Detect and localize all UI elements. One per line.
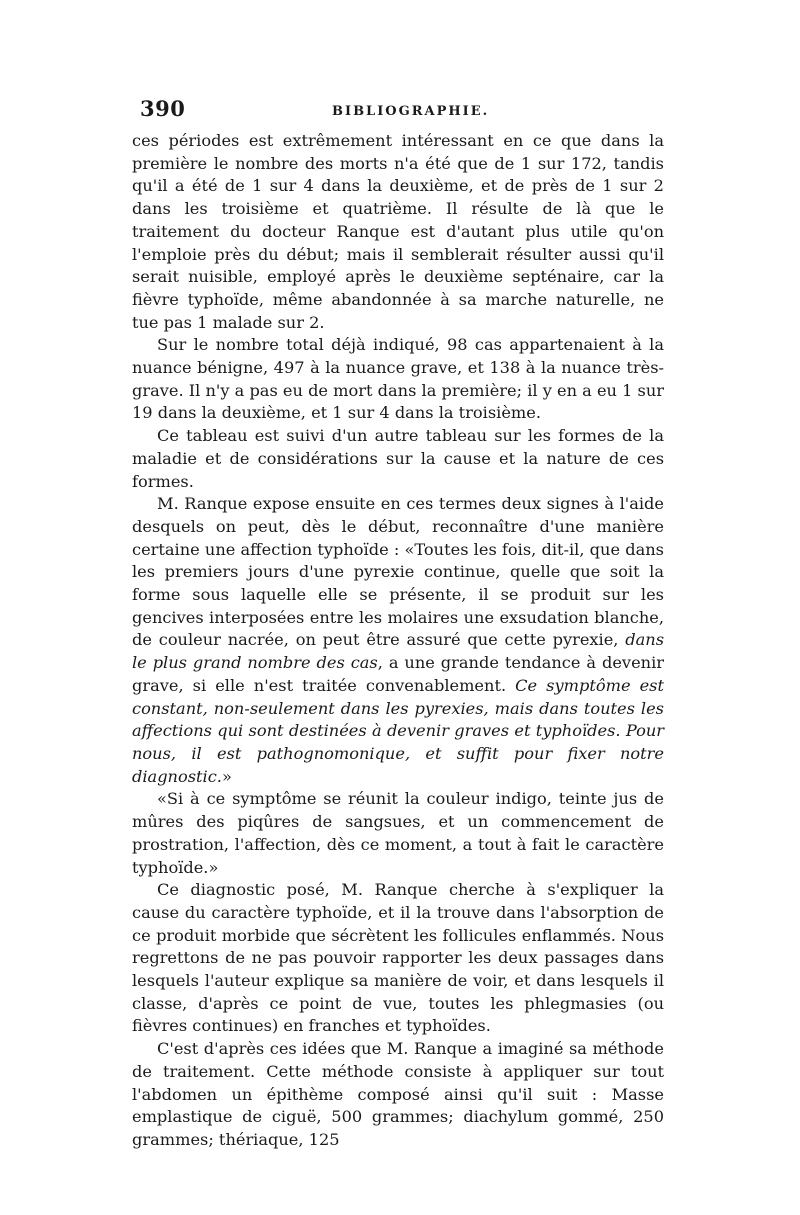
italic-text-run: Ce symptôme est constant, non-seulement dans les pyrexies, mais dans toutes les affections qui sont destinées à devenir graves et typhoïdes. Pour nous, il est pathognomonique, et suffit pour fixer notre diagnostic. <box>132 675 664 786</box>
text-run: «Si à ce symptôme se réunit la couleur indigo, teinte jus de mûres des piqûres de sangsues, et un commencement de prostration, l'affection, dès ce moment, a tout à fait le caractère typhoïde.» <box>132 789 664 877</box>
text-run: C'est d'après ces idées que M. Ranque a imaginé sa méthode de traitement. Cette méthode consiste à appliquer sur tout l'abdomen un épithème composé ainsi qu'il suit : Masse emplastique de ciguë, 500 grammes; diachylum gommé, 250 grammes; thériaque, 125 <box>132 1039 664 1149</box>
book-page <box>132 90 664 1152</box>
paragraph-3 <box>132 425 664 493</box>
text-run: » <box>221 766 232 786</box>
page-header <box>132 90 664 130</box>
text-run: Ce tableau est suivi d'un autre tableau sur les formes de la maladie et de considérations sur la cause et la nature de ces formes. <box>132 426 664 491</box>
paragraph-1 <box>132 130 664 334</box>
paragraph-7 <box>132 1038 664 1152</box>
text-run: , a une grande tendance à devenir grave, si elle n'est traitée convenablement. <box>132 653 664 695</box>
running-title: BIBLIOGRAPHIE. <box>332 104 490 119</box>
text-run: M. Ranque expose ensuite en ces termes deux signes à l'aide desquels on peut, dès le début, reconnaître d'une manière certaine une affection typhoïde : «Toutes les fois, dit-il, que dans les premiers jours d'une pyrexie continue, quelle que soit la forme sous laquelle elle se présente, il se produit sur les gencives interposées entre les molaires une exsudation blanche, de couleur nacrée, on peut être assuré que cette pyrexie, <box>132 494 664 650</box>
paragraph-4 <box>132 493 664 788</box>
body-text <box>132 130 664 1152</box>
paragraph-5 <box>132 788 664 879</box>
paragraph-2 <box>132 334 664 425</box>
italic-text-run: dans le plus grand nombre des cas <box>132 630 664 673</box>
page-number: 390 <box>140 96 186 121</box>
text-run: ces périodes est extrêmement intéressant en ce que dans la première le nombre des morts n'a été que de 1 sur 172, tandis qu'il a été de 1 sur 4 dans la deuxième, et de près de 1 sur 2 dans les troisième et quatrième. Il résulte de là que le traitement du docteur Ranque est d'autant plus utile qu'on l'emploie près du début; mais il semblerait résulter aussi qu'il serait nuisible, employé après le deuxième septénaire, car la fièvre typhoïde, même abandonnée à sa marche naturelle, ne tue pas 1 malade sur 2. <box>132 131 664 332</box>
text-run: Sur le nombre total déjà indiqué, 98 cas appartenaient à la nuance bénigne, 497 à la nuance grave, et 138 à la nuance très-grave. Il n'y a pas eu de mort dans la première; il y en a eu 1 sur 19 dans la deuxième, et 1 sur 4 dans la troisième. <box>132 335 665 423</box>
paragraph-6 <box>132 879 664 1038</box>
text-run: Ce diagnostic posé, M. Ranque cherche à s'expliquer la cause du caractère typhoïde, et il la trouve dans l'absorption de ce produit morbide que sécrètent les follicules enflammés. Nous regrettons de ne pas pouvoir rapporter les deux passages dans lesquels l'auteur explique sa manière de voir, et dans lesquels il classe, d'après ce point de vue, toutes les phlegmasies (ou fièvres continues) en franches et typhoïdes. <box>132 880 664 1036</box>
